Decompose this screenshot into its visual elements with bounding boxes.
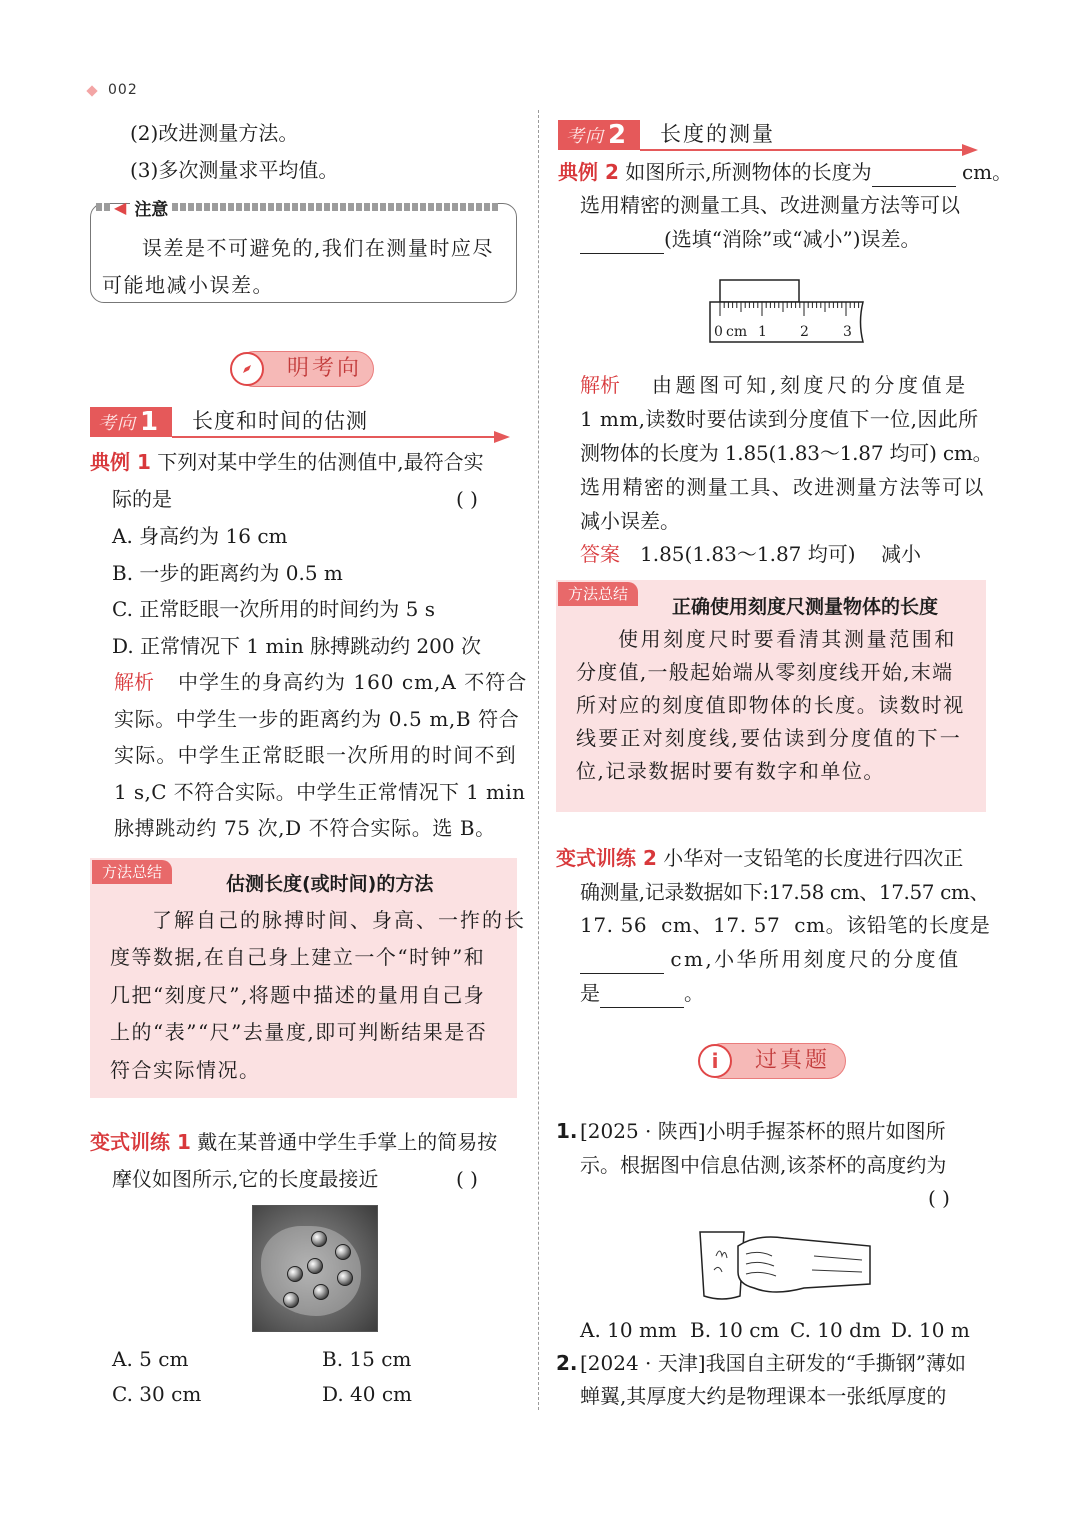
example-2-analysis-line-2: 1 mm,读数时要估读到分度值下一位,因此所 <box>580 407 979 431</box>
method-step-2: (2)改进测量方法。 <box>130 121 299 145</box>
example-1-line-2: 际的是 <box>112 487 172 511</box>
kaoxiang-1-prefix: 考向 <box>98 413 136 434</box>
kaoxiang-2-number: 2 <box>608 120 627 150</box>
variant-2-line-3: 17. 56 cm、17. 57 cm。该铅笔的长度是 <box>580 913 991 937</box>
method-summary-2-line-1: 使用刻度尺时要看清其测量范围和 <box>618 627 957 651</box>
example-2-line-2: 选用精密的测量工具、改进测量方法等可以 <box>580 193 960 217</box>
variant-2-label: 变式训练 2 <box>556 846 657 870</box>
variant-1-option-a: A. 5 cm <box>112 1347 189 1371</box>
example-2-analysis-label: 解析 <box>580 373 620 397</box>
kaoxiang-1-underline <box>172 436 494 438</box>
massager-photo <box>252 1205 378 1332</box>
kaoxiang-1-title: 长度和时间的估测 <box>192 409 368 433</box>
kaoxiang-2-arrow <box>962 144 978 156</box>
section-pill-label-2: 过真题 <box>755 1048 831 1073</box>
method-summary-2-line-3: 所对应的刻度值即物体的长度。读数时视 <box>576 693 965 717</box>
example-1-text-1: 下列对某中学生的估测值中,最符合实 <box>157 450 484 474</box>
question-1-line-1: [2025 · 陕西]小明手握茶杯的照片如图所 <box>580 1119 946 1143</box>
compass-icon <box>230 352 264 386</box>
method-summary-2-line-5: 位,记录数据时要有数字和单位。 <box>576 759 885 783</box>
measured-object <box>720 280 799 302</box>
ruler-label-0: 0 <box>714 324 723 340</box>
info-icon: i <box>698 1044 732 1078</box>
method-summary-1-line-2: 度等数据,在自己身上建立一个“时钟”和 <box>110 945 486 969</box>
example-1-option-a: A. 身高约为 16 cm <box>112 524 288 548</box>
section-pill-label: 明考向 <box>287 356 363 381</box>
hand-outline <box>738 1237 870 1292</box>
example-2-text-1-unit: cm。 <box>961 160 1013 184</box>
variant-1-line-1 <box>90 1127 497 1157</box>
example-1-analysis-line-2: 实际。中学生一步的距离约为 0.5 m,B 符合 <box>114 707 520 731</box>
page-marker-icon <box>86 85 97 96</box>
example-2-blank-1[interactable] <box>872 165 956 187</box>
ruler-label-3: 3 <box>843 324 852 340</box>
method-summary-2-line-2: 分度值,一般起始端从零刻度线开始,末端 <box>576 660 954 684</box>
question-1-option-b: B. 10 cm <box>690 1318 780 1342</box>
note-title: 注意 <box>130 195 172 220</box>
variant-1-answer-paren: ( ) <box>456 1167 478 1191</box>
method-summary-1-tag: 方法总结 <box>92 860 172 884</box>
example-1-option-c: C. 正常眨眼一次所用的时间约为 5 s <box>112 597 436 621</box>
example-2-answer: 1.85(1.83～1.87 均可) 减小 <box>640 542 921 566</box>
ruler-label-1: 1 <box>758 324 767 340</box>
note-line-1: 误差是不可避免的,我们在测量时应尽 <box>142 236 494 260</box>
variant-2-line-5 <box>580 978 704 1008</box>
example-1-option-b: B. 一步的距离约为 0.5 m <box>112 561 343 585</box>
method-summary-2-title: 正确使用刻度尺测量物体的长度 <box>672 596 939 618</box>
question-1-answer-paren: ( ) <box>928 1186 950 1210</box>
method-summary-2-line-4: 线要正对刻度线,要估读到分度值的下一 <box>576 726 962 750</box>
example-2-analysis-line-3: 测物体的长度为 1.85(1.83～1.87 均可) cm。 <box>580 441 993 465</box>
example-1-analysis-line-4: 1 s,C 不符合实际。中学生正常情况下 1 min <box>114 780 526 804</box>
example-1-label: 典例 1 <box>90 450 151 474</box>
variant-1-label: 变式训练 1 <box>90 1130 191 1154</box>
example-2-line-3 <box>580 224 921 254</box>
kaoxiang-2-title: 长度的测量 <box>660 122 775 146</box>
kaoxiang-1-tag <box>90 407 172 437</box>
method-summary-1-title: 估测长度(或时间)的方法 <box>226 873 434 895</box>
method-summary-1-line-3: 几把“刻度尺”,将题中描述的量用自己身 <box>110 983 486 1007</box>
kaoxiang-1-number: 1 <box>140 407 159 437</box>
example-2-label: 典例 2 <box>558 160 619 184</box>
variant-1-line-2: 摩仪如图所示,它的长度最接近 <box>112 1167 379 1191</box>
column-divider <box>538 110 539 1410</box>
variant-2-text-4: cm,小华所用刻度尺的分度值 <box>670 947 961 971</box>
example-2-answer-label: 答案 <box>580 542 620 566</box>
example-2-text-3: (选填“消除”或“减小”)误差。 <box>664 227 921 251</box>
kaoxiang-2-prefix: 考向 <box>566 126 604 147</box>
variant-1-text-1: 戴在某普通中学生手掌上的简易按 <box>197 1130 498 1154</box>
question-2-number: 2. <box>556 1351 578 1375</box>
method-summary-1-line-5: 符合实际情况。 <box>110 1058 261 1082</box>
method-summary-1-line-1: 了解自己的脉搏时间、身高、一拃的长 <box>152 908 526 932</box>
variant-2-line-1 <box>556 843 963 873</box>
variant-1-option-c: C. 30 cm <box>112 1382 202 1406</box>
page-number: 002 <box>108 82 138 98</box>
kaoxiang-1-arrow <box>494 431 510 443</box>
variant-2-line-2: 确测量,记录数据如下:17.58 cm、17.57 cm、 <box>580 880 990 904</box>
example-1-answer-paren: ( ) <box>456 487 478 511</box>
example-1-analysis-line-1: 中学生的身高约为 160 cm,A 不符合 <box>178 670 528 694</box>
question-1-option-c: C. 10 dm <box>790 1318 881 1342</box>
variant-2-blank-1[interactable] <box>580 952 664 974</box>
example-1-option-d: D. 正常情况下 1 min 脉搏跳动约 200 次 <box>112 634 481 658</box>
example-1-analysis-label: 解析 <box>114 670 154 694</box>
example-2-line-1 <box>558 157 1012 187</box>
teacup-hand-illustration <box>694 1226 874 1302</box>
ruler-label-2: 2 <box>800 324 809 340</box>
method-summary-1-line-4: 上的“表”“尺”去量度,即可判断结果是否 <box>110 1020 488 1044</box>
ruler-label-unit: cm <box>726 324 748 340</box>
method-step-3: (3)多次测量求平均值。 <box>130 158 339 182</box>
example-2-text-1: 如图所示,所测物体的长度为 <box>625 160 872 184</box>
question-1-option-a: A. 10 mm <box>580 1318 677 1342</box>
variant-1-option-d: D. 40 cm <box>322 1382 413 1406</box>
question-1-number: 1. <box>556 1119 578 1143</box>
ruler-figure <box>700 274 870 346</box>
example-2-blank-2[interactable] <box>580 232 664 254</box>
megaphone-icon: ◀ <box>114 197 127 217</box>
question-1-line-2: 示。根据图中信息估测,该茶杯的高度约为 <box>580 1153 947 1177</box>
example-2-analysis-line-1: 由题图可知,刻度尺的分度值是 <box>652 373 969 397</box>
variant-2-text-5a: 是 <box>580 981 600 1005</box>
example-1-analysis-line-5: 脉搏跳动约 75 次,D 不符合实际。选 B。 <box>114 816 496 840</box>
variant-1-option-b: B. 15 cm <box>322 1347 412 1371</box>
example-1-analysis-line-3: 实际。中学生正常眨眼一次所用的时间不到 <box>114 743 517 767</box>
example-2-analysis-line-4: 选用精密的测量工具、改进测量方法等可以 <box>580 475 985 499</box>
variant-2-blank-2[interactable] <box>600 986 684 1008</box>
variant-2-text-5b: 。 <box>684 981 704 1005</box>
example-2-analysis-line-5: 减小误差。 <box>580 509 680 533</box>
question-2-line-2: 蝉翼,其厚度大约是物理课本一张纸厚度的 <box>580 1384 947 1408</box>
example-1-line-1 <box>90 447 484 477</box>
kaoxiang-2-tag <box>558 120 640 150</box>
note-line-2: 可能地减小误差。 <box>102 273 274 297</box>
question-1-option-d: D. 10 m <box>891 1318 970 1342</box>
kaoxiang-2-underline <box>640 149 962 151</box>
method-summary-2-tag: 方法总结 <box>558 582 638 606</box>
variant-2-text-1: 小华对一支铅笔的长度进行四次正 <box>663 846 964 870</box>
question-2-line-1: [2024 · 天津]我国自主研发的“手撕钢”薄如 <box>580 1351 967 1375</box>
note-header <box>96 196 498 218</box>
variant-2-line-4 <box>580 944 960 974</box>
